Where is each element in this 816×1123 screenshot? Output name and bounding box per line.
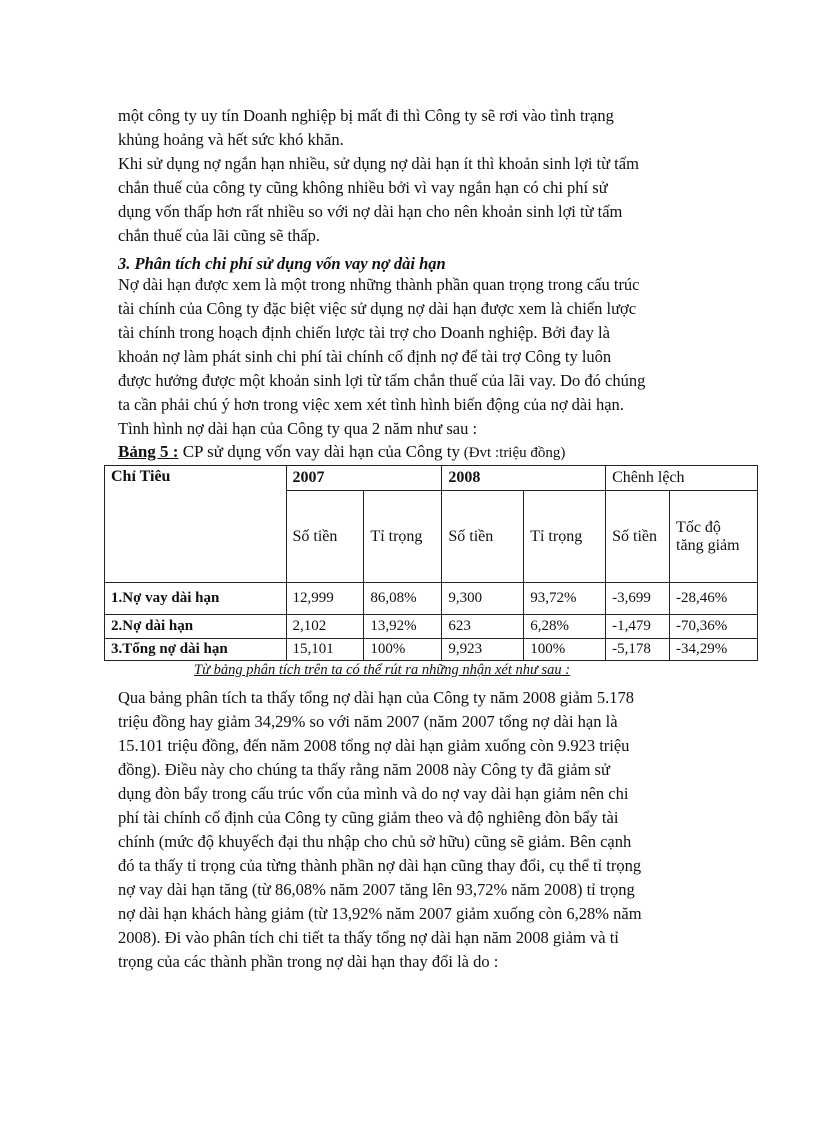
table-header-row [105,466,758,491]
analysis-line: nợ vay dài hạn tăng (từ 86,08% năm 2007 tăng lên 93,72% năm 2008) tỉ trọng [118,880,635,899]
intro-line: chắn thuế của lãi cũng sẽ thấp. [118,226,321,245]
subheader-diff-rate: Tốc độ tăng giảm [670,491,758,583]
table-caption [118,442,565,462]
intro-line: một công ty uy tín Doanh nghiệp bị mất đi thì Công ty sẽ rơi vào tình trạng [118,106,614,125]
table-row [105,583,758,615]
cell-ratio-2008: 100% [524,639,606,661]
body-line: tài chính của Công ty đặc biệt việc sử dụng nợ dài hạn được xem là chiến lược [118,299,637,318]
header-year-2008: 2008 [442,466,606,491]
cell-diff-rate: -28,46% [670,583,758,615]
cell-ratio-2008: 93,72% [524,583,606,615]
cell-amount-2008: 9,300 [442,583,524,615]
cell-ratio-2007: 13,92% [364,615,442,639]
row-label: 1.Nợ vay dài hạn [105,583,287,615]
analysis-line: chính (mức độ khuyếch đại thu nhập cho chủ sở hữu) cũng sẽ giảm. Bên cạnh [118,832,632,851]
subheader-ratio-2008: Tỉ trọng [524,491,606,583]
body-line: khoản nợ làm phát sinh chi phí tài chính cố định nợ để tài trợ Công ty luôn [118,347,612,366]
cell-amount-2007: 15,101 [286,639,364,661]
body-line: tài chính trong hoạch định chiến lược tài trợ cho Doanh nghiệp. Bởi đay là [118,323,610,342]
cell-diff-amount: -1,479 [606,615,670,639]
subheader-amount-2008: Số tiền [442,491,524,583]
cell-ratio-2008: 6,28% [524,615,606,639]
row-label: 2.Nợ dài hạn [105,615,287,639]
header-difference: Chênh lệch [606,466,758,491]
header-year-2007: 2007 [286,466,442,491]
intro-line: dụng vốn thấp hơn rất nhiều so với nợ dài hạn cho nên khoản sinh lợi từ tấm [118,202,623,221]
header-indicator: Chỉ Tiêu [105,466,287,583]
subheader-diff-amount: Số tiền [606,491,670,583]
cell-amount-2008: 9,923 [442,639,524,661]
cell-ratio-2007: 86,08% [364,583,442,615]
cell-diff-rate: -34,29% [670,639,758,661]
table-caption-lead: Bảng 5 : [118,442,179,461]
cell-diff-amount: -5,178 [606,639,670,661]
table-note: Từ bảng phân tích trên ta có thể rút ra những nhận xét như sau : [194,662,571,678]
analysis-paragraph [118,686,698,974]
intro-line: chắn thuế của công ty cũng không nhiều bởi vì vay ngắn hạn có chi phí sử [118,178,608,197]
cell-diff-amount: -3,699 [606,583,670,615]
body-line: được hưởng được một khoản sinh lợi từ tấm chắn thuế của lãi vay. Do đó chúng [118,371,646,390]
analysis-line: đồng). Điều này cho chúng ta thấy rằng năm 2008 này Công ty đã giảm sử [118,760,610,779]
cell-amount-2007: 12,999 [286,583,364,615]
intro-line: khủng hoảng và hết sức khó khăn. [118,130,344,149]
debt-cost-table [104,465,758,661]
cell-amount-2008: 623 [442,615,524,639]
analysis-line: trọng của các thành phần trong nợ dài hạn thay đổi là do : [118,952,499,971]
intro-paragraph [118,104,698,248]
row-label: 3.Tổng nợ dài hạn [105,639,287,661]
analysis-line: 15.101 triệu đồng, đến năm 2008 tổng nợ dài hạn giảm xuống còn 9.923 triệu [118,736,630,755]
analysis-line: 2008). Đi vào phân tích chi tiết ta thấy tổng nợ dài hạn năm 2008 giảm và tỉ [118,928,619,947]
table-caption-title: CP sử dụng vốn vay dài hạn của Công ty [178,442,460,461]
analysis-line: dụng đòn bẩy trong cấu trúc vốn của mình và do nợ vay dài hạn giảm nên chi [118,784,629,803]
cell-ratio-2007: 100% [364,639,442,661]
section-body-paragraph [118,273,698,441]
analysis-line: nợ dài hạn khách hàng giảm (từ 13,92% năm 2007 giảm xuống còn 6,28% năm [118,904,642,923]
body-line: Nợ dài hạn được xem là một trong những thành phần quan trọng trong cấu trúc [118,275,640,294]
analysis-line: phí tài chính cố định của Công ty cũng giảm theo và độ nghiêng đòn bẩy tài [118,808,619,827]
cell-diff-rate: -70,36% [670,615,758,639]
analysis-line: đó ta thấy tỉ trọng của từng thành phần nợ dài hạn cũng thay đổi, cụ thể tỉ trọng [118,856,642,875]
section-heading: 3. Phân tích chi phí sử dụng vốn vay nợ dài hạn [118,254,446,273]
intro-line: Khi sử dụng nợ ngắn hạn nhiều, sử dụng nợ dài hạn ít thì khoản sinh lợi từ tấm [118,154,639,173]
subheader-ratio-2007: Tỉ trọng [364,491,442,583]
body-line: ta cần phải chú ý hơn trong việc xem xét tình hình biến động của nợ dài hạn. [118,395,624,414]
subheader-amount-2007: Số tiền [286,491,364,583]
table-row [105,615,758,639]
cell-amount-2007: 2,102 [286,615,364,639]
analysis-line: triệu đồng hay giảm 34,29% so với năm 2007 (năm 2007 tổng nợ dài hạn là [118,712,618,731]
table-caption-unit: (Đvt :triệu đồng) [459,445,566,461]
analysis-line: Qua bảng phân tích ta thấy tổng nợ dài hạn của Công ty năm 2008 giảm 5.178 [118,688,634,707]
table-row [105,639,758,661]
body-line: Tình hình nợ dài hạn của Công ty qua 2 năm như sau : [118,419,478,438]
